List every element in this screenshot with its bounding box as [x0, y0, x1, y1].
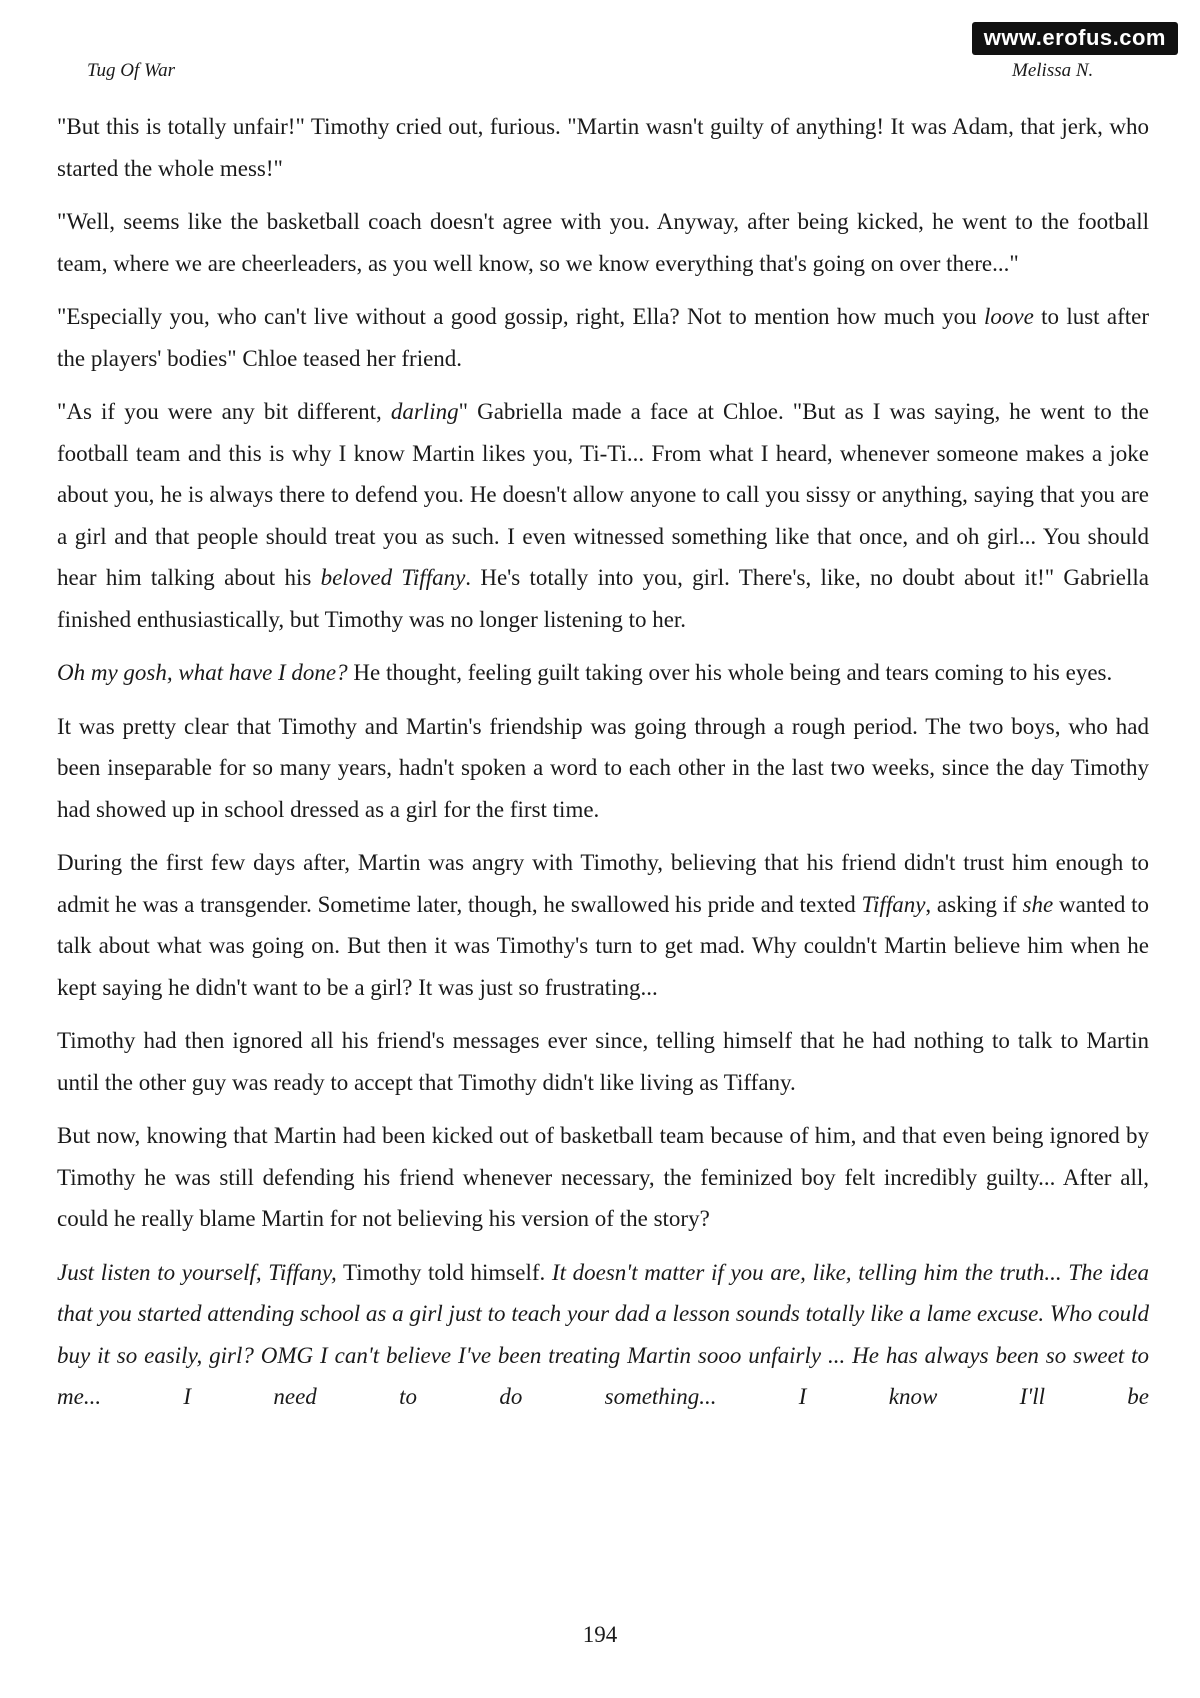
text-run: "Well, seems like the basketball coach doesn't agree with you. Anyway, after being kicked, he went to the football team, where we are cheerleaders, as you well know, so we know everything that's going on over there..." — [57, 209, 1149, 276]
text-run: It was pretty clear that Timothy and Martin's friendship was going through a rough period. The two boys, who had been inseparable for so many years, hadn't spoken a word to each other in the last two weeks, since the day Timothy had showed up in school dressed as a girl for the first time. — [57, 713, 1149, 822]
page-body — [57, 106, 1149, 1418]
paragraph — [57, 1115, 1149, 1240]
paragraph — [57, 391, 1149, 640]
paragraph — [57, 296, 1149, 379]
italic-text-run: beloved Tiffany — [320, 565, 466, 590]
text-run: "Especially you, who can't live without a good gossip, right, Ella? Not to mention how much you — [57, 304, 984, 329]
text-run: "As if you were any bit different, — [57, 399, 391, 424]
italic-text-run: loove — [983, 304, 1034, 329]
paragraph — [57, 706, 1149, 831]
text-run: During the first few days after, Martin was angry with Timothy, believing that his friend didn't trust him enough to admit he was a transgender. Sometime later, though, he swallowed his pride and texted — [57, 850, 1149, 917]
text-run: wanted to talk about what was going on. But then it was Timothy's turn to get mad. Why couldn't Martin believe him when he kept saying he didn't want to be a girl? It was just so frustrating... — [57, 891, 1150, 1000]
text-run: Timothy had then ignored all his friend's messages ever since, telling himself that he had nothing to talk to Martin until the other guy was ready to accept that Timothy didn't like living as Tiffany. — [57, 1028, 1149, 1095]
paragraph — [57, 106, 1149, 189]
italic-text-run: Oh my gosh, what have I done? — [57, 660, 348, 685]
text-run: " Gabriella made a face at Chloe. "But as I was saying, he went to the football team and this is why I know Martin likes you, Ti-Ti... From what I heard, whenever someone makes a joke about you, he is always there to defend you. He doesn't allow anyone to call you sissy or anything, saying that you are a girl and that people should treat you as such. I even witnessed something like that once, and oh girl... You should hear him talking about his — [57, 399, 1149, 590]
running-header-title: Tug Of War — [87, 60, 175, 81]
running-header-author: Melissa N. — [1012, 60, 1094, 81]
paragraph — [57, 652, 1149, 694]
text-run: to lust after the players' bodies" Chloe teased her friend. — [57, 304, 1150, 371]
italic-text-run: darling — [390, 399, 459, 424]
watermark-logo: www.erofus.com — [972, 22, 1178, 55]
text-run: . He's totally into you, girl. There's, like, no doubt about it!" Gabriella finished enthusiastically, but Timothy was no longer listening to her. — [57, 565, 1149, 632]
paragraph — [57, 201, 1149, 284]
page-number: 194 — [582, 1622, 618, 1647]
italic-text-run: It doesn't matter if you are, like, telling him the truth... The idea that you started attending school as a girl just to teach your dad a lesson sounds totally like a lame excuse. Who could buy it so easily, girl? OMG I can't believe I've been treating Martin sooo unfairly ... He has always been so sweet to me... I need to do something... I know I'll be — [57, 1259, 1150, 1409]
text-run: But now, knowing that Martin had been kicked out of basketball team because of him, and that even being ignored by Timothy he was still defending his friend whenever necessary, the feminized boy felt incredibly guilty... After all, could he really blame Martin for not believing his version of the story? — [57, 1123, 1149, 1231]
text-run: He thought, feeling guilt taking over his whole being and tears coming to his eyes. — [347, 660, 1113, 685]
text-run: "But this is totally unfair!" Timothy cried out, furious. "Martin wasn't guilty of anything! It was Adam, that jerk, who started the whole mess!" — [57, 114, 1149, 181]
italic-text-run: she — [1022, 891, 1054, 917]
text-run: , asking if — [925, 891, 1023, 917]
paragraph — [57, 1252, 1149, 1418]
paragraph — [57, 842, 1149, 1008]
paragraph — [57, 1020, 1149, 1103]
italic-text-run: Tiffany — [861, 891, 926, 917]
italic-text-run: Just listen to yourself, Tiffany, — [57, 1259, 337, 1285]
text-run: Timothy told himself. — [336, 1259, 552, 1285]
